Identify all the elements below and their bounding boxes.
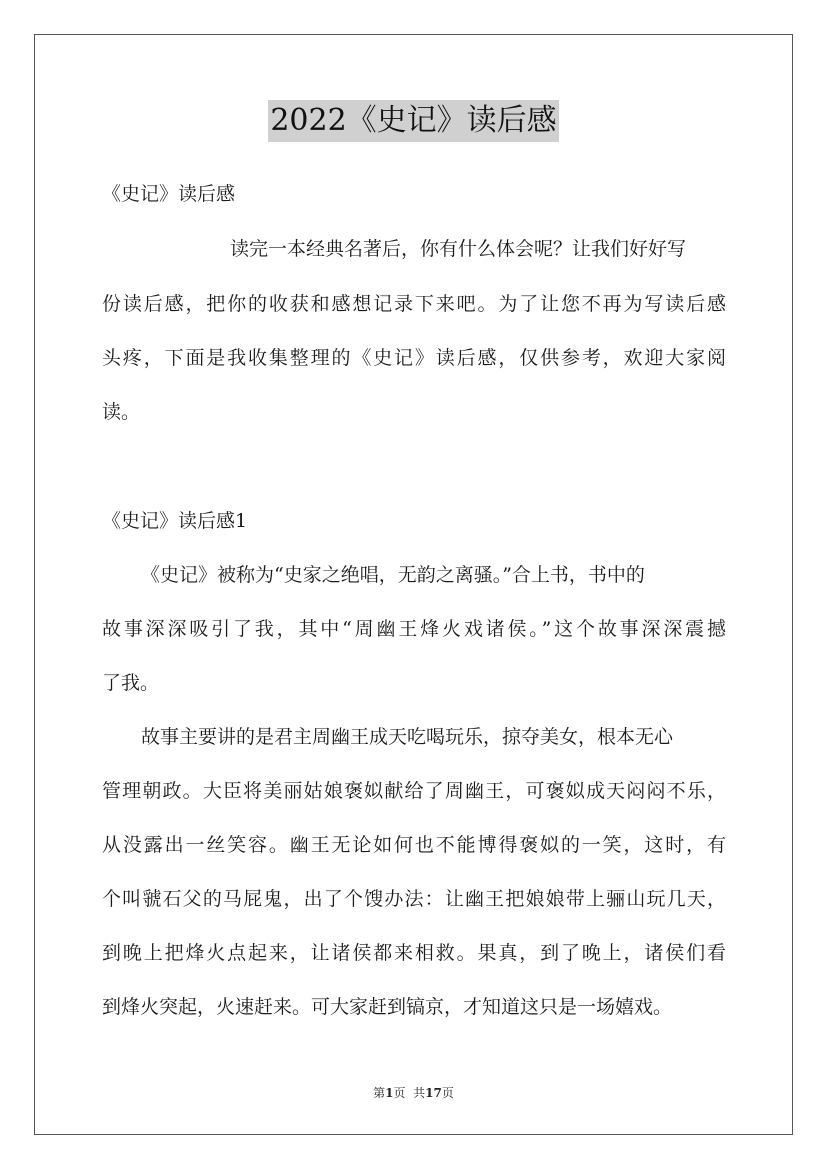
page-footer: [0, 1084, 827, 1101]
document-title: 2022《史记》读后感: [268, 100, 558, 142]
current-page-number: 1: [385, 1086, 394, 1100]
paragraph-line: 《史记》被称为“史家之绝唱，无韵之离骚。”合上书，书中的: [141, 564, 645, 586]
footer-mid: 页 共: [393, 1086, 426, 1100]
paragraph-line: 份读后感，把你的收获和感想记录下来吧。为了让您不再为写读后感: [102, 293, 726, 315]
paragraph-line: 了我。: [102, 672, 160, 694]
footer-suffix: 页: [441, 1086, 454, 1100]
footer-prefix: 第: [373, 1086, 386, 1100]
paragraph-line: 读。: [102, 401, 141, 423]
paragraph-line: 故事深深吸引了我，其中“周幽王烽火戏诸侯。”这个故事深深震撼: [102, 618, 726, 640]
section-heading: 《史记》读后感1: [102, 510, 248, 532]
paragraph-line: 头疼，下面是我收集整理的《史记》读后感，仅供参考，欢迎大家阅: [102, 347, 726, 369]
paragraph-line: 故事主要讲的是君主周幽王成天吃喝玩乐，掠夺美女，根本无心: [141, 726, 674, 748]
paragraph-line: 从没露出一丝笑容。幽王无论如何也不能博得褒姒的一笑，这时，有: [102, 834, 726, 856]
subheading: 《史记》读后感: [102, 183, 236, 205]
total-page-number: 17: [425, 1086, 442, 1100]
paragraph-line: 读完一本经典名著后，你有什么体会呢？让我们好好写: [230, 238, 687, 260]
paragraph-line: 管理朝政。大臣将美丽姑娘褒姒献给了周幽王，可褒姒成天闷闷不乐，: [102, 780, 726, 802]
title-container: [0, 100, 827, 142]
paragraph-line: 个叫虢石父的马屁鬼，出了个馊办法：让幽王把娘娘带上骊山玩几天，: [102, 888, 726, 910]
paragraph-line: 到烽火突起，火速赶来。可大家赶到镐京，才知道这只是一场嬉戏。: [102, 996, 673, 1018]
paragraph-line: 到晚上把烽火点起来，让诸侯都来相救。果真，到了晚上，诸侯们看: [102, 942, 726, 964]
